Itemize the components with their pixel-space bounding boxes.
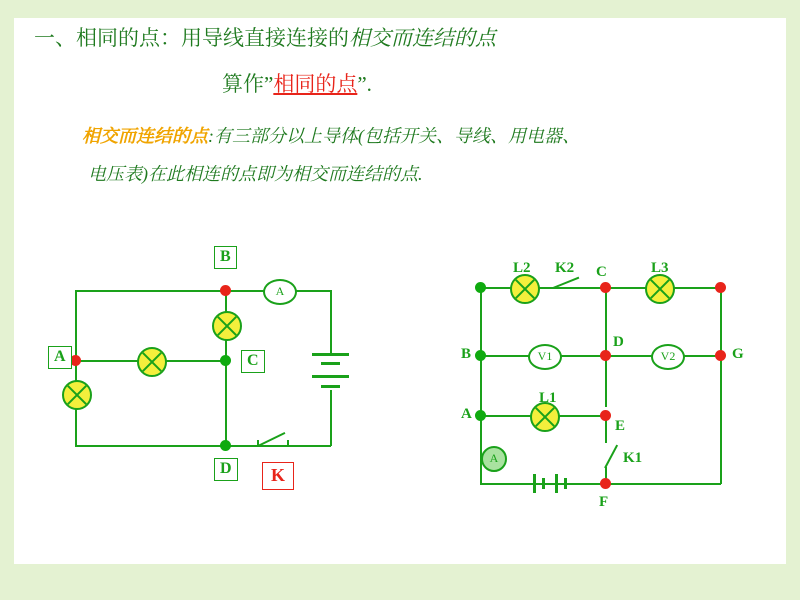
ammeter-a: A — [263, 279, 297, 305]
definition-line-1 — [82, 122, 580, 148]
battery-plate-long-1 — [533, 474, 536, 493]
battery-plate-long-2 — [312, 375, 349, 378]
definition-body-1: 有三部分以上导体(包括开关、导线、用电器、 — [214, 126, 580, 146]
lamp-l2 — [510, 274, 540, 304]
node-label-c: C — [596, 264, 607, 280]
node-d — [600, 350, 611, 361]
node-top-right — [715, 282, 726, 293]
node-g — [715, 350, 726, 361]
label-a: A — [48, 346, 72, 369]
label-k2: K2 — [555, 260, 575, 276]
decorative-band-bottom — [0, 564, 800, 600]
label-k1: K1 — [623, 450, 643, 466]
definition-term: 相交而连结的点 — [82, 126, 208, 146]
node-label-g: G — [732, 346, 744, 362]
wire-right-lower — [330, 390, 332, 446]
heading-italic-term: 相交而连结的点 — [349, 26, 496, 50]
lamp-middle — [137, 347, 167, 377]
definition-body-2: 电压表)在此相连的点即为相交而连结的点. — [88, 164, 423, 184]
wire-left — [75, 290, 77, 446]
node-label-d: D — [613, 334, 624, 350]
node-c — [600, 282, 611, 293]
right-circuit-diagram — [455, 255, 775, 525]
label-l2: L2 — [513, 260, 531, 276]
wire-col-right — [720, 287, 722, 484]
line2-suffix: ”. — [357, 72, 372, 96]
battery-plate-short-1 — [542, 478, 545, 489]
left-circuit-diagram — [40, 240, 340, 500]
node-label-f: F — [599, 494, 609, 510]
definition-line-2 — [88, 160, 423, 186]
label-l3: L3 — [651, 260, 669, 276]
voltmeter-v2: V2 — [651, 344, 685, 370]
heading-line-2 — [222, 68, 372, 98]
node-label-e: E — [615, 418, 626, 434]
lamp-left — [62, 380, 92, 410]
node-label-a: A — [461, 406, 472, 422]
node-e — [600, 410, 611, 421]
switch-post-right — [287, 440, 289, 446]
label-d: D — [214, 458, 238, 481]
battery-plate-short-1 — [321, 362, 340, 365]
battery-plate-long-1 — [312, 353, 349, 356]
battery-plate-long-2 — [555, 474, 558, 493]
line2-red-term: 相同的点 — [273, 72, 358, 96]
battery-plate-short-2 — [321, 385, 340, 388]
lamp-top — [212, 311, 242, 341]
node-top-left — [475, 282, 486, 293]
node-f — [600, 478, 611, 489]
wire-right-upper — [330, 290, 332, 353]
lamp-l3 — [645, 274, 675, 304]
node-c — [220, 355, 231, 366]
voltmeter-v1: V1 — [528, 344, 562, 370]
line2-prefix: 算作” — [222, 72, 274, 96]
wire-col-center-upper — [605, 287, 607, 407]
label-b: B — [214, 246, 237, 269]
heading-prefix: 一、相同的点：用导线直接连接的 — [34, 26, 349, 50]
switch-post-left — [257, 440, 259, 446]
wire-bottom — [75, 445, 331, 447]
definition-colon: : — [208, 126, 214, 146]
text-block — [0, 0, 800, 220]
label-k: K — [262, 462, 294, 490]
label-l1: L1 — [539, 390, 557, 406]
ammeter-a: A — [481, 446, 507, 472]
node-b — [475, 350, 486, 361]
battery-plate-short-2 — [564, 478, 567, 489]
lamp-l1 — [530, 402, 560, 432]
node-label-b: B — [461, 346, 472, 362]
node-a — [475, 410, 486, 421]
label-c: C — [241, 350, 265, 373]
node-d — [220, 440, 231, 451]
node-b — [220, 285, 231, 296]
node-a — [70, 355, 81, 366]
heading-line-1 — [34, 22, 496, 52]
switch-lever-k1 — [604, 445, 618, 469]
